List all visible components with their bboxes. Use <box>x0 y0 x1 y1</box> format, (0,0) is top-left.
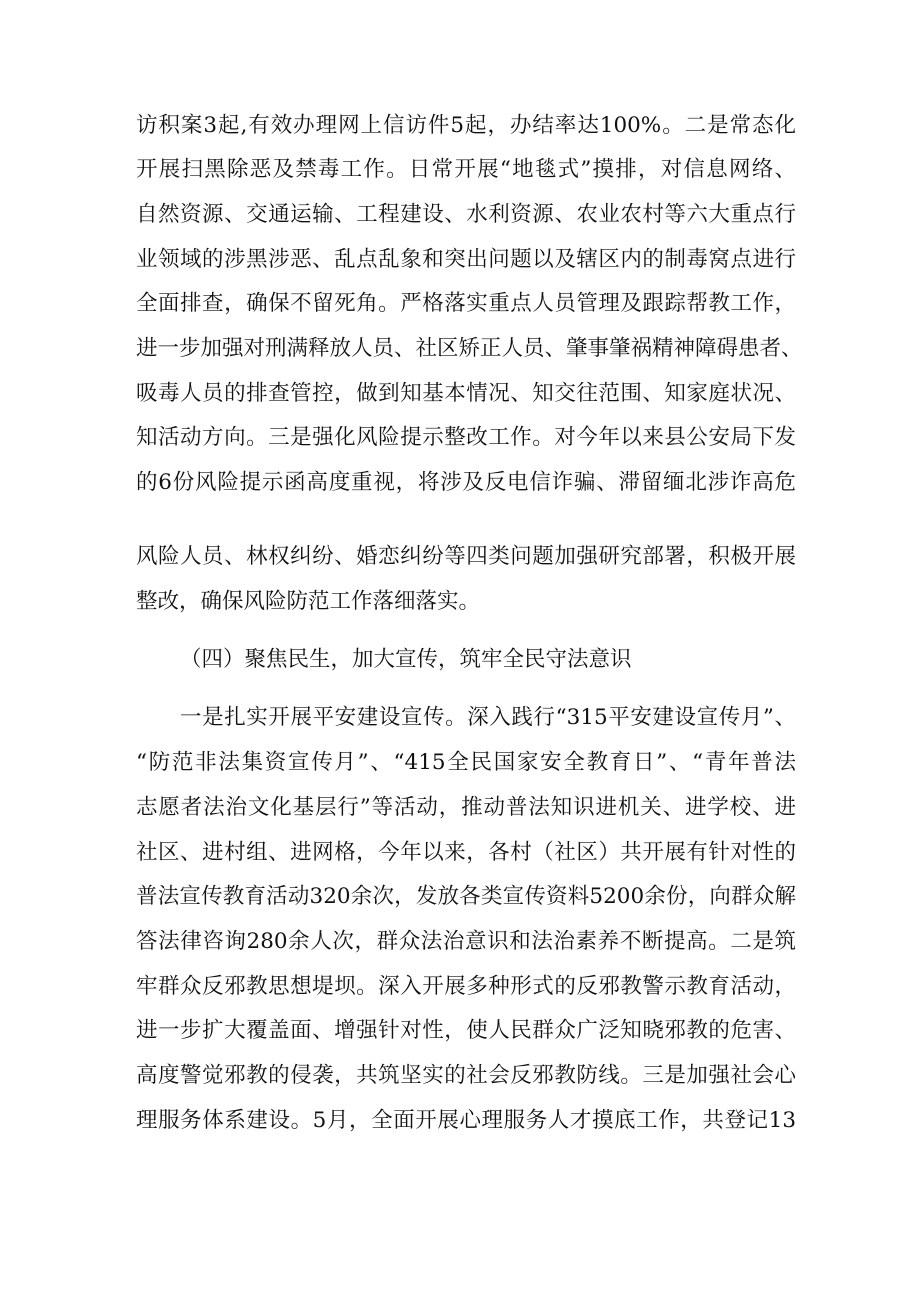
text-line: 进一步扩大覆盖面、增强针对性，使人民群众广泛知晓邪教的危害、 <box>136 1018 796 1043</box>
text-line: 访积案3起,有效办理网上信访件5起，办结率达100%。二是常态化 <box>136 113 796 138</box>
text-line: “防范非法集资宣传月”、“415全民国家安全教育日”、“青年普法 <box>136 750 796 775</box>
text-line: 志愿者法治文化基层行”等活动，推动普法知识进机关、进学校、进 <box>136 795 796 820</box>
text-line: 吸毒人员的排查管控，做到知基本情况、知交往范围、知家庭状况、 <box>136 381 796 406</box>
section-heading: （四）聚焦民生，加大宣传，筑牢全民守法意识 <box>180 647 632 672</box>
text-line: 自然资源、交通运输、工程建设、水利资源、农业农村等六大重点行 <box>136 202 796 227</box>
text-line: 业领域的涉黑涉恶、乱点乱象和突出问题以及辖区内的制毒窝点进行 <box>136 247 796 272</box>
text-line: 开展扫黑除恶及禁毒工作。日常开展“地毯式”摸排，对信息网络、 <box>136 157 796 182</box>
text-line: 风险人员、林权纠纷、婚恋纠纷等四类问题加强研究部署，积极开展 <box>136 544 796 569</box>
text-line: 的6份风险提示函高度重视，将涉及反电信诈骗、滞留缅北涉诈高危 <box>136 470 796 495</box>
text-line: 知活动方向。三是强化风险提示整改工作。对今年以来县公安局下发 <box>136 425 796 450</box>
text-line: 答法律咨询280余人次，群众法治意识和法治素养不断提高。二是筑 <box>136 929 796 954</box>
text-line: 进一步加强对刑满释放人员、社区矫正人员、肇事肇祸精神障碍患者、 <box>136 336 803 361</box>
text-line: 社区、进村组、进网格，今年以来，各村（社区）共开展有针对性的 <box>136 840 796 865</box>
text-line: 全面排查，确保不留死角。严格落实重点人员管理及跟踪帮教工作， <box>136 291 796 316</box>
text-line: 牢群众反邪教思想堤坝。深入开展多种形式的反邪教警示教育活动， <box>136 974 796 999</box>
text-line: 普法宣传教育活动320余次，发放各类宣传资料5200余份，向群众解 <box>136 884 796 909</box>
text-line: 整改，确保风险防范工作落细落实。 <box>136 589 481 614</box>
text-line: 一是扎实开展平安建设宣传。深入践行“315平安建设宣传月”、 <box>180 705 796 730</box>
text-line: 高度警觉邪教的侵袭，共筑坚实的社会反邪教防线。三是加强社会心 <box>136 1063 796 1088</box>
text-line: 理服务体系建设。5月，全面开展心理服务人才摸底工作，共登记13 <box>136 1108 796 1133</box>
